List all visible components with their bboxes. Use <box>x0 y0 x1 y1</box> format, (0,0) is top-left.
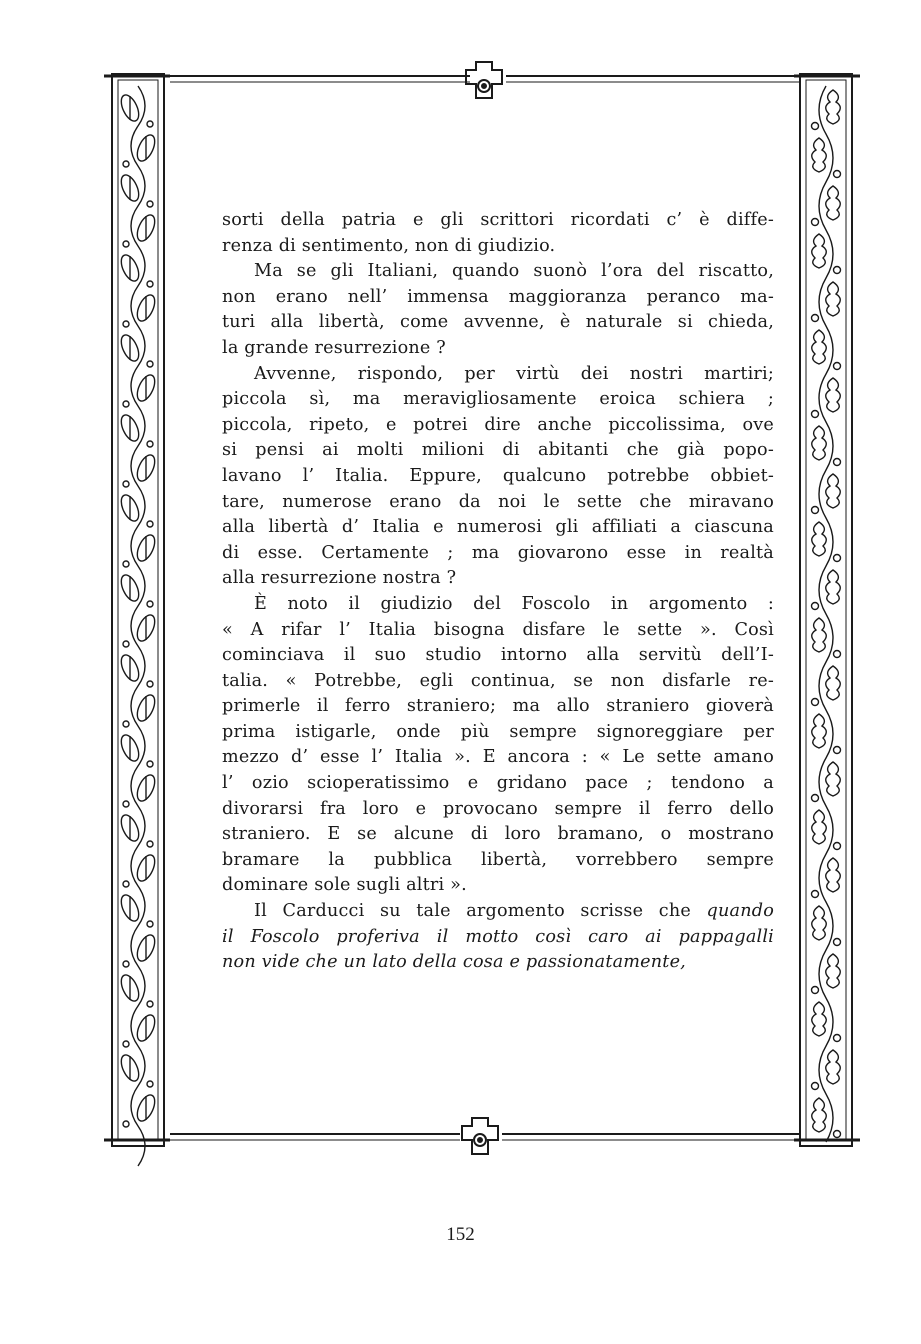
text-line: tare, numerose erano da noi le sette che miravano <box>222 491 774 512</box>
text-line: divorarsi fra loro e provocano sempre il ferro dello <box>222 798 774 819</box>
text-line: alla resurrezione nostra ? <box>222 568 457 589</box>
text-line: prima istigarle, onde più sempre signoreggiare per <box>222 721 774 742</box>
text-line: straniero. E se alcune di loro bramano, o mostrano <box>222 824 774 845</box>
paragraph <box>222 899 774 976</box>
text-line: la grande resurrezione ? <box>222 337 446 358</box>
paragraph <box>222 592 774 899</box>
text-line: talia. « Potrebbe, egli continua, se non disfarle re- <box>222 670 774 691</box>
text-line: il Foscolo proferiva il motto così caro ai pappagalli <box>222 926 774 947</box>
text-line: non vide che un lato della cosa e passionatamente, <box>222 952 686 973</box>
text-line: lavano l’ Italia. Eppure, qualcuno potrebbe obbiet- <box>222 465 774 486</box>
text-line: di esse. Certamente ; ma giovarono esse in realtà <box>222 542 774 563</box>
cross-ornament-bottom <box>462 1118 498 1154</box>
text-line: turi alla libertà, come avvenne, è naturale si chieda, <box>222 312 774 333</box>
body-text <box>222 208 774 976</box>
text-line: Ma se gli Italiani, quando suonò l’ora del riscatto, <box>254 261 774 282</box>
paragraph <box>222 362 774 592</box>
text-line: primerle il ferro straniero; ma allo straniero gioverà <box>222 696 774 717</box>
text-line: piccola, ripeto, e potrei dire anche piccolissima, ove <box>222 414 774 435</box>
text-line: renza di sentimento, non di giudizio. <box>222 235 556 256</box>
page-number: 152 <box>446 1224 475 1245</box>
text-line: Avvenne, rispondo, per virtù dei nostri martiri; <box>254 363 774 384</box>
text-line: bramare la pubblica libertà, vorrebbero sempre <box>222 849 774 870</box>
text-line: l’ ozio scioperatissimo e gridano pace ; tendono a <box>222 773 774 794</box>
text-line: sorti della patria e gli scrittori ricordati c’ è diffe- <box>222 210 774 230</box>
text-line: non erano nell’ immensa maggioranza peranco ma- <box>222 286 774 307</box>
text-line: È noto il giudizio del Foscolo in argomento : <box>254 593 774 614</box>
text-line: si pensi ai molti milioni di abitanti che già popo- <box>222 440 774 461</box>
text-line: mezzo d’ esse l’ Italia ». E ancora : « Le sette amano <box>222 747 774 768</box>
paragraph <box>222 208 774 259</box>
text-line: Il Carducci su tale argomento scrisse che quando <box>254 901 774 922</box>
text-line: dominare sole sugli altri ». <box>222 875 467 896</box>
text-line: cominciava il suo studio intorno alla servitù dell’I- <box>222 645 774 666</box>
oak-border-right <box>794 74 860 1146</box>
text-line: « A rifar l’ Italia bisogna disfare le sette ». Così <box>222 619 774 640</box>
text-line: piccola sì, ma meravigliosamente eroica schiera ; <box>222 389 774 410</box>
text-line: alla libertà d’ Italia e numerosi gli affiliati a ciascuna <box>222 517 774 538</box>
paragraph <box>222 259 774 361</box>
cross-ornament-top <box>466 62 502 98</box>
vine-border-left <box>104 74 170 1166</box>
